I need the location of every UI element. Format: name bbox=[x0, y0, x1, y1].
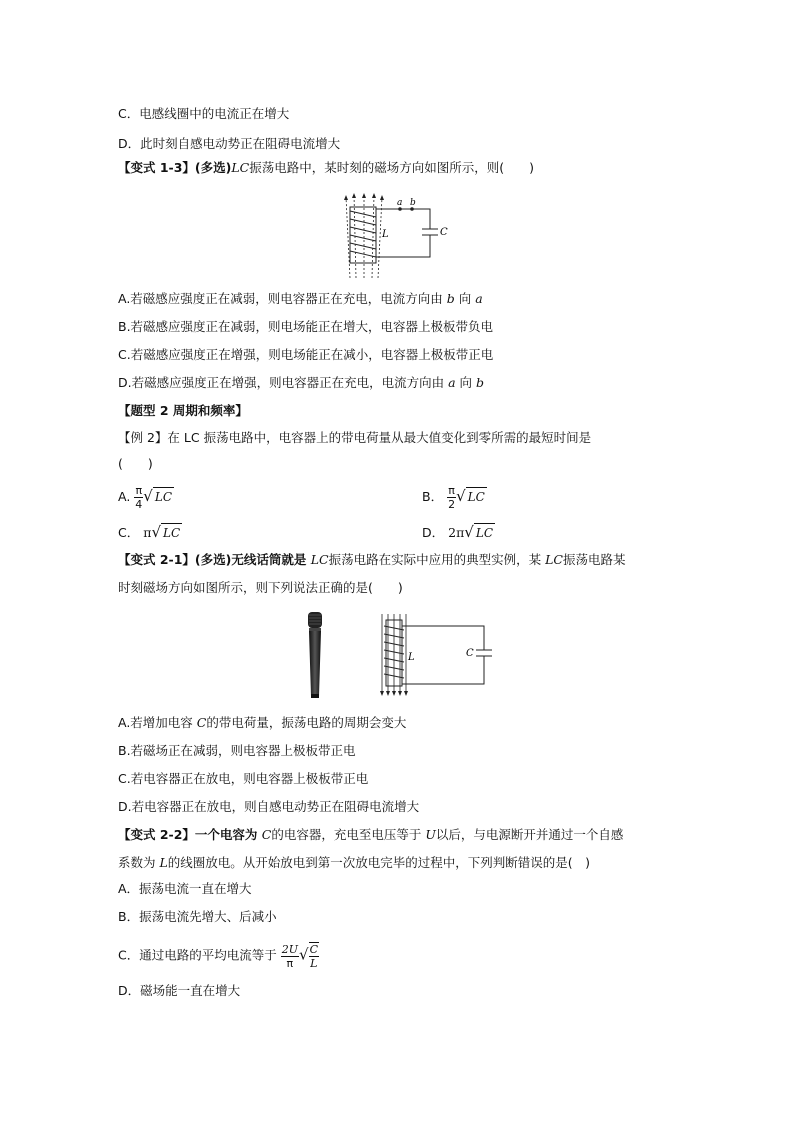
v21-option-b: B.若磁场正在减弱，则电容器上极板带正电 bbox=[118, 743, 356, 758]
label-a: a bbox=[397, 198, 403, 208]
question-type-2-heading: 【题型 2 周期和频率】 bbox=[118, 403, 248, 418]
ex2-option-a: A. $\frac{\pi}{4}$ √ LC bbox=[118, 484, 173, 511]
v13-option-c: C.若磁感应强度正在增强，则电场能正在减小，电容器上极板带正电 bbox=[118, 347, 494, 362]
variant-2-1-stem-1: 【变式 2-1】(多选)无线话筒就是 LC振荡电路在实际中应用的典型实例，某 LC振荡电路某 bbox=[118, 552, 626, 567]
variant-2-1-stem-2: 时刻磁场方向如图所示，则下列说法正确的是( ) bbox=[118, 580, 403, 595]
label-L: L bbox=[382, 229, 389, 240]
v22-option-d: D．磁场能一直在增大 bbox=[118, 983, 241, 998]
lc-circuit-figure-2 bbox=[376, 612, 496, 698]
v13-option-d: D.若磁感应强度正在增强，则电容器正在充电，电流方向由 a 向 b bbox=[118, 375, 484, 390]
v21-option-c: C.若电容器正在放电，则电容器上极板带正电 bbox=[118, 771, 369, 786]
label-C: C bbox=[466, 648, 474, 659]
label-L: L bbox=[408, 652, 415, 663]
lc-circuit-figure-1 bbox=[338, 193, 458, 283]
ex2-option-c: C． π√ LC bbox=[118, 523, 181, 541]
option-c-prev: C．电感线圈中的电流正在增大 bbox=[118, 106, 290, 121]
v21-option-a: A.若增加电容 C的带电荷量，振荡电路的周期会变大 bbox=[118, 715, 407, 730]
variant-1-3-stem: 【变式 1-3】(多选)LC振荡电路中，某时刻的磁场方向如图所示，则( ) bbox=[118, 160, 535, 175]
ex2-option-d: D． 2π√ LC bbox=[422, 523, 494, 541]
variant-2-2-stem-1: 【变式 2-2】一个电容为 C的电容器，充电至电压等于 U以后，与电源断开并通过一个自感 bbox=[118, 827, 624, 842]
v22-option-b: B．振荡电流先增大、后减小 bbox=[118, 909, 277, 924]
v22-option-c: C．通过电路的平均电流等于 $\frac{2U}{\pi}$ √ $\frac{C}{L}$ bbox=[118, 942, 318, 970]
v13-option-b: B.若磁感应强度正在减弱，则电场能正在增大，电容器上极板带负电 bbox=[118, 319, 494, 334]
example-2-stem: 【例 2】在 LC 振荡电路中，电容器上的带电荷量从最大值变化到零所需的最短时间是 bbox=[118, 430, 592, 445]
v13-option-a: A.若磁感应强度正在减弱，则电容器正在充电，电流方向由 b 向 a bbox=[118, 291, 483, 306]
v21-option-d: D.若电容器正在放电，则自感电动势正在阻碍电流增大 bbox=[118, 799, 420, 814]
microphone-image bbox=[300, 610, 330, 700]
v22-option-a: A．振荡电流一直在增大 bbox=[118, 881, 252, 896]
option-d-prev: D．此时刻自感电动势正在阻碍电流增大 bbox=[118, 136, 341, 151]
label-C: C bbox=[440, 227, 448, 238]
example-2-paren: ( ) bbox=[118, 456, 153, 471]
label-b: b bbox=[410, 198, 416, 208]
ex2-option-b: B． $\frac{\pi}{2}$ √ LC bbox=[422, 484, 485, 511]
variant-2-2-stem-2: 系数为 L的线圈放电。从开始放电到第一次放电完毕的过程中，下列判断错误的是( ) bbox=[118, 855, 591, 870]
